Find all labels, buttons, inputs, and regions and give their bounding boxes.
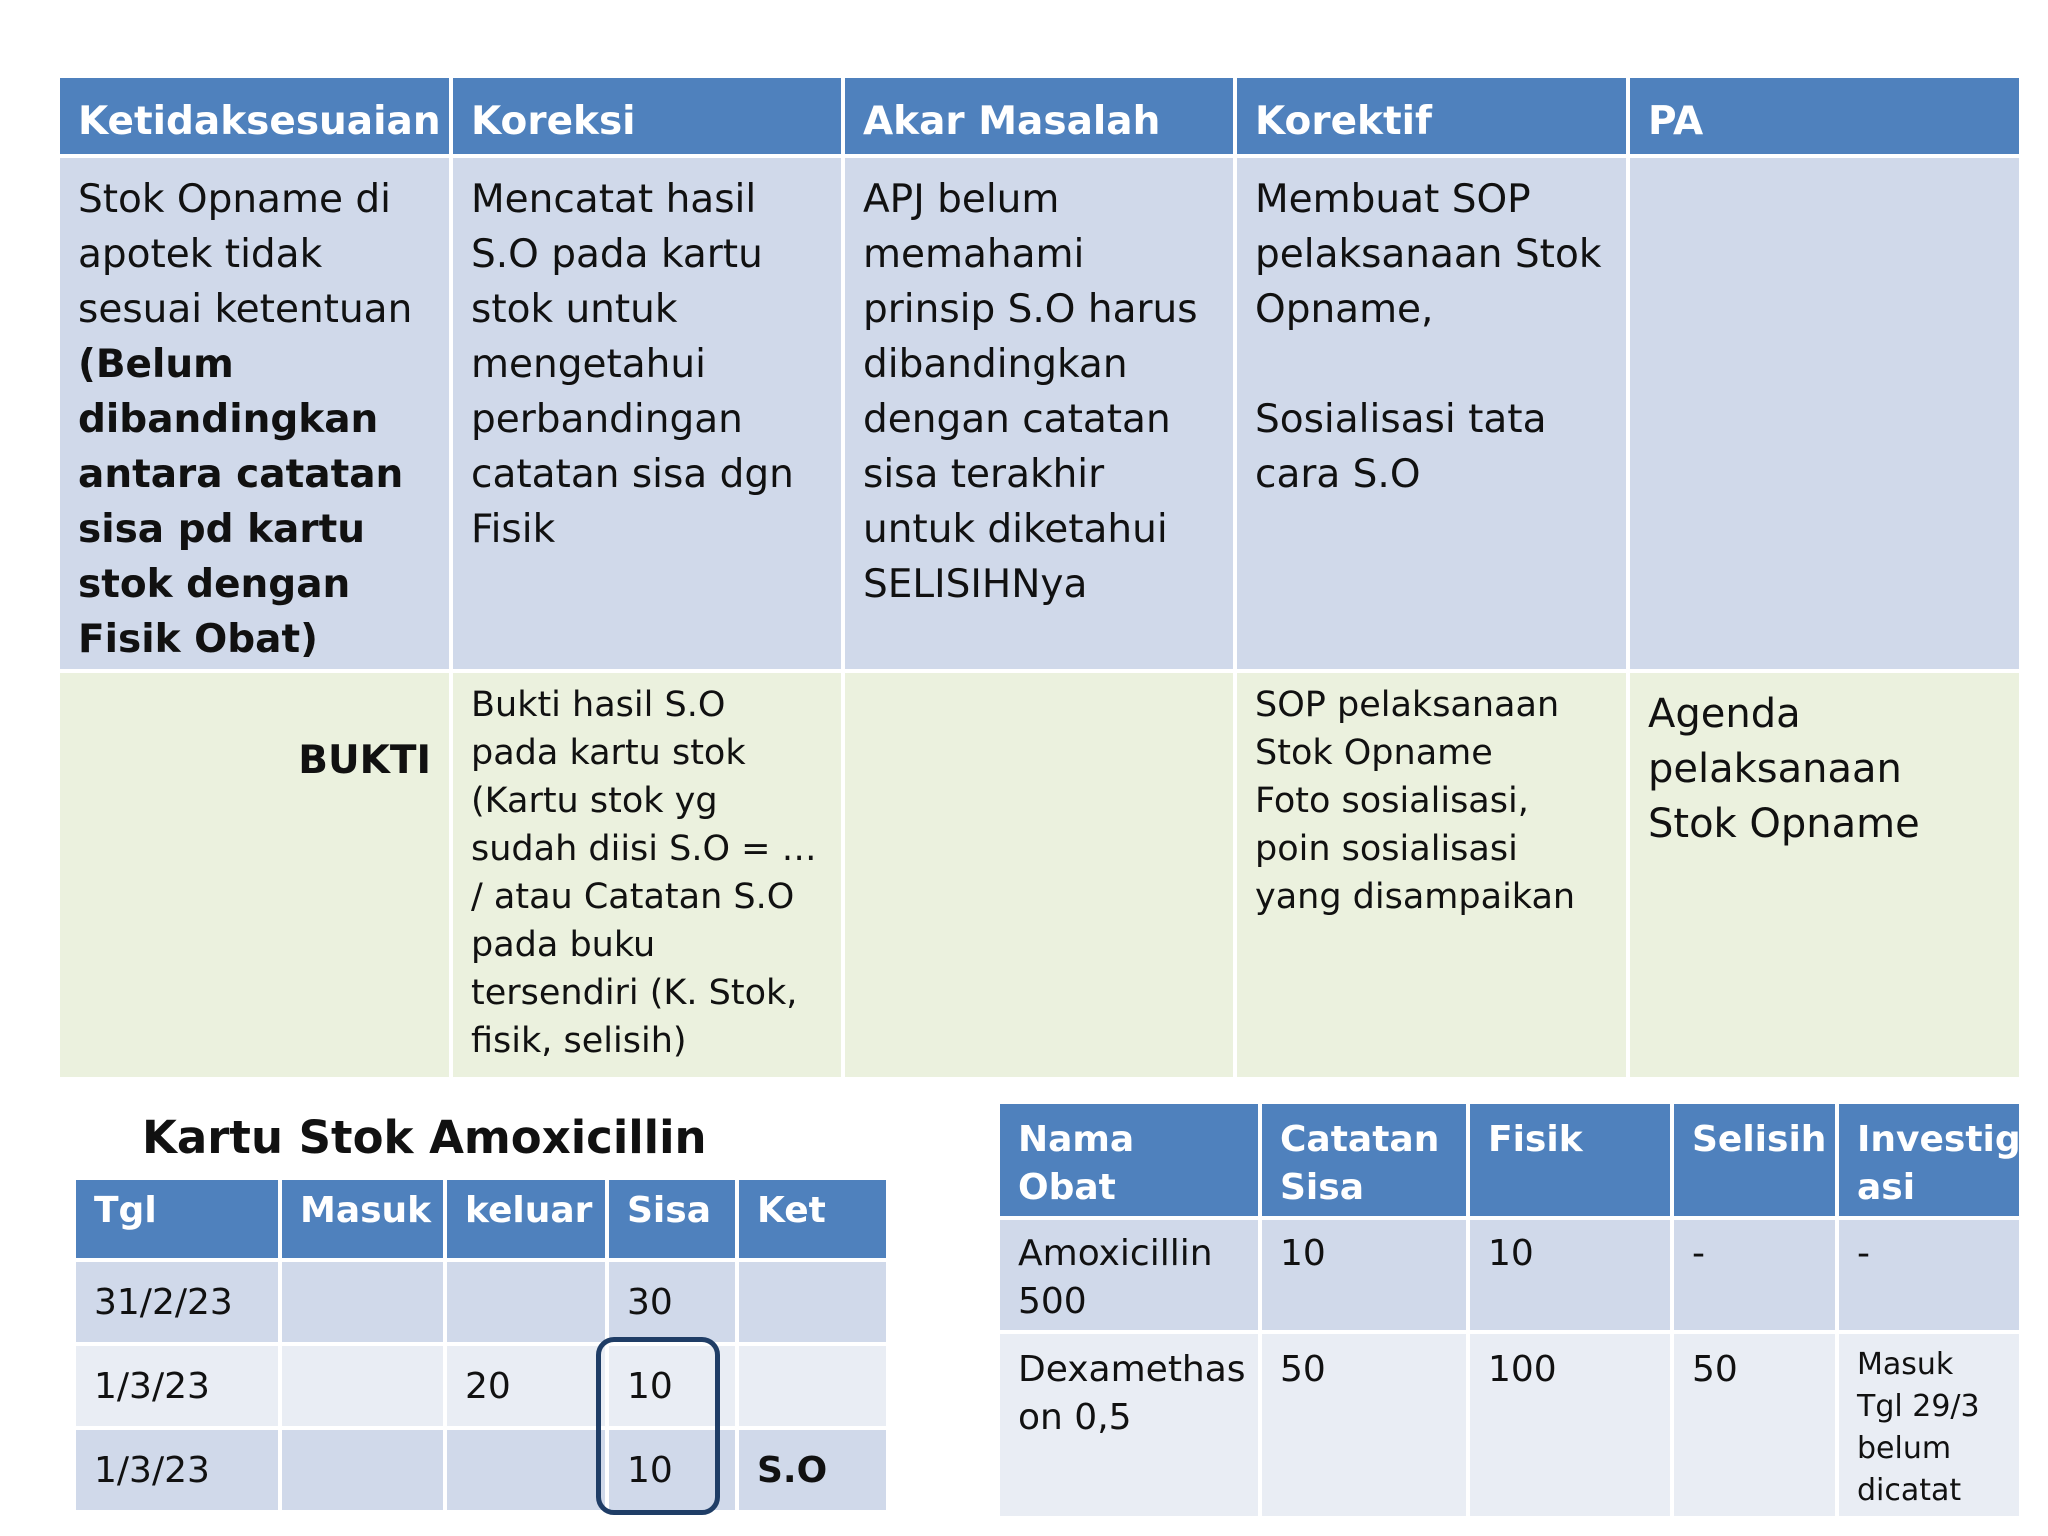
bukti-label: BUKTI — [58, 671, 451, 1079]
table-row — [74, 1428, 888, 1512]
kartu-header-tgl: Tgl — [74, 1178, 280, 1260]
bukti-korektif: SOP pelaksanaan Stok Opname Foto sosialisasi, poin sosialisasi yang disampaikan — [1235, 671, 1628, 1079]
kartu-cell — [280, 1344, 445, 1428]
selisih-cell-investigasi: Masuk Tgl 29/3 belum dicatat — [1837, 1332, 2021, 1518]
capa-header-row — [58, 76, 2021, 156]
header-koreksi: Koreksi — [451, 76, 843, 156]
capa-table — [56, 74, 2023, 1081]
kartu-stok-title: Kartu Stok Amoxicillin — [142, 1111, 707, 1164]
selisih-cell: 100 — [1468, 1332, 1672, 1518]
kartu-cell: 31/2/23 — [74, 1260, 280, 1344]
kartu-cell: 1/3/23 — [74, 1428, 280, 1512]
header-akar-masalah: Akar Masalah — [843, 76, 1235, 156]
kartu-header-sisa: Sisa — [607, 1178, 737, 1260]
kartu-cell: 1/3/23 — [74, 1344, 280, 1428]
selisih-table — [996, 1100, 2023, 1520]
kartu-header-keluar: keluar — [445, 1178, 607, 1260]
selisih-cell: Amoxicillin 500 — [998, 1218, 1260, 1332]
kartu-cell — [280, 1260, 445, 1344]
cell-ketidaksesuaian — [58, 156, 451, 671]
kartu-cell-ket-so: S.O — [737, 1428, 888, 1512]
selisih-header-catatan-sisa: Catatan Sisa — [1260, 1102, 1468, 1218]
kartu-cell: 10 — [607, 1428, 737, 1512]
kartu-cell: 10 — [607, 1344, 737, 1428]
bukti-pa: Agenda pelaksanaan Stok Opname — [1628, 671, 2021, 1079]
kartu-header-masuk: Masuk — [280, 1178, 445, 1260]
table-row — [998, 1332, 2021, 1518]
table-row — [74, 1260, 888, 1344]
selisih-cell: 10 — [1468, 1218, 1672, 1332]
table-row — [998, 1218, 2021, 1332]
selisih-header-fisik: Fisik — [1468, 1102, 1672, 1218]
kartu-cell — [445, 1428, 607, 1512]
header-pa: PA — [1628, 76, 2021, 156]
ketidaksesuaian-text: Stok Opname di apotek tidak sesuai ketentuan — [78, 177, 413, 332]
header-ketidaksesuaian: Ketidaksesuaian — [58, 76, 451, 156]
selisih-cell: Dexamethas on 0,5 — [998, 1332, 1260, 1518]
kartu-header-row — [74, 1178, 888, 1260]
kartu-cell — [737, 1260, 888, 1344]
kartu-cell: 30 — [607, 1260, 737, 1344]
table-row — [74, 1344, 888, 1428]
selisih-cell: 50 — [1260, 1332, 1468, 1518]
bukti-akar-masalah — [843, 671, 1235, 1079]
selisih-header-nama-obat: Nama Obat — [998, 1102, 1260, 1218]
cell-pa — [1628, 156, 2021, 671]
selisih-cell: - — [1672, 1218, 1837, 1332]
selisih-cell: - — [1837, 1218, 2021, 1332]
selisih-cell: 10 — [1260, 1218, 1468, 1332]
kartu-cell: 20 — [445, 1344, 607, 1428]
cell-akar-masalah: APJ belum memahami prinsip S.O harus dibandingkan dengan catatan sisa terakhir untuk diketahui SELISIHNya — [843, 156, 1235, 671]
selisih-header-row — [998, 1102, 2021, 1218]
kartu-stok-table — [72, 1176, 890, 1514]
capa-row-finding — [58, 156, 2021, 671]
header-korektif: Korektif — [1235, 76, 1628, 156]
bukti-koreksi: Bukti hasil S.O pada kartu stok (Kartu stok yg sudah diisi S.O = … / atau Catatan S.O pada buku tersendiri (K. Stok, fisik, selisih) — [451, 671, 843, 1079]
capa-row-bukti — [58, 671, 2021, 1079]
cell-koreksi: Mencatat hasil S.O pada kartu stok untuk mengetahui perbandingan catatan sisa dgn Fisik — [451, 156, 843, 671]
kartu-header-ket: Ket — [737, 1178, 888, 1260]
selisih-cell: 50 — [1672, 1332, 1837, 1518]
selisih-header-selisih: Selisih — [1672, 1102, 1837, 1218]
kartu-cell — [737, 1344, 888, 1428]
selisih-header-investigasi: Investig asi — [1837, 1102, 2021, 1218]
ketidaksesuaian-bold-text: (Belum dibandingkan antara catatan sisa pd kartu stok dengan Fisik Obat) — [78, 342, 404, 662]
kartu-cell — [445, 1260, 607, 1344]
cell-korektif: Membuat SOP pelaksanaan Stok Opname, Sosialisasi tata cara S.O — [1235, 156, 1628, 671]
kartu-cell — [280, 1428, 445, 1512]
